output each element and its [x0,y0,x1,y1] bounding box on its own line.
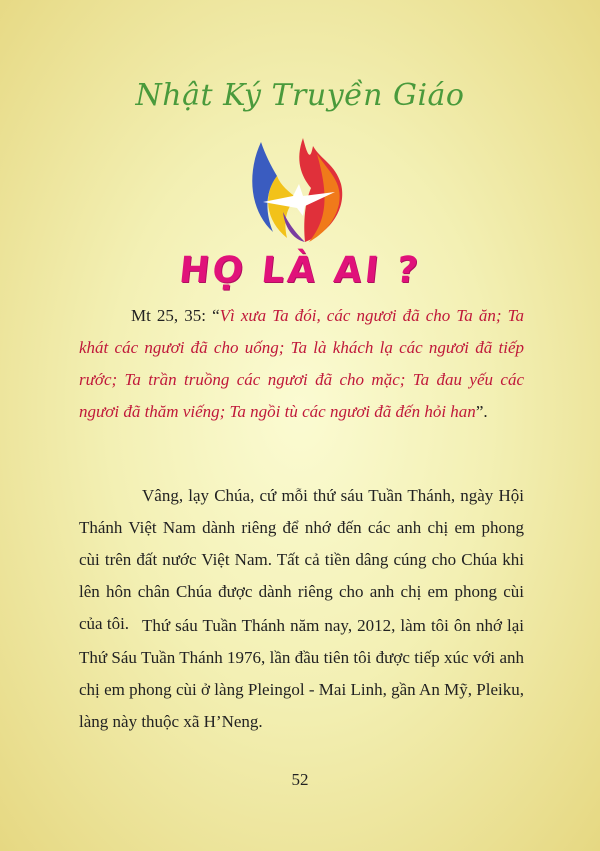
quote-text: Vì xưa Ta đói, các ngươi đã cho Ta ăn; Ta khát các ngươi đã cho uống; Ta là khách lạ các ngươi đã tiếp rước; Ta trần truồng các ngươi đã cho mặc; Ta đau yếu các ngươi đã thăm viếng; Ta ngồi tù các ngươi đã đến hỏi han [79,306,524,421]
body-paragraph-2: Thứ sáu Tuần Thánh năm nay, 2012, làm tôi ôn nhớ lại Thứ Sáu Tuần Thánh 1976, lần đầu tiên tôi được tiếp xúc với anh chị em phong cùi ở làng Pleingol - Mai Linh, gần An Mỹ, Pleiku, làng này thuộc xã H’Neng. [79,616,524,731]
quote-reference: Mt 25, 35: “ [131,306,220,325]
scripture-quote [79,300,524,428]
quote-closing: ”. [475,402,488,421]
body-paragraph-1: Vâng, lạy Chúa, cứ mỗi thứ sáu Tuần Thánh, ngày Hội Thánh Việt Nam dành riêng để nhớ đến các anh chị em phong cùi trên đất nước Việt Nam. Tất cả tiền dâng cúng cho Chúa khi lên hôn chân Chúa được dành riêng cho anh chị em phong cùi của tôi. [79,486,524,633]
page-number: 52 [291,770,309,789]
chapter-heading: HỌ LÀ AI ? [177,250,423,291]
purple-flame [283,212,305,242]
holy-spirit-dove-flame-icon [243,132,355,250]
running-header-title: Nhật Ký Truyền Giáo [135,78,465,113]
